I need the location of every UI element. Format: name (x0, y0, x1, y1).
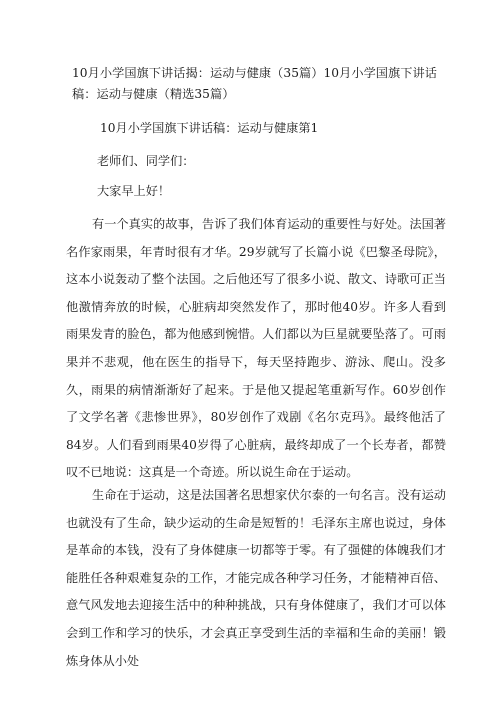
section-heading: 10月小学国旗下讲话稿：运动与健康第1 (100, 121, 319, 135)
document-title: 10月小学国旗下讲话揭：运动与健康（35篇）10月小学国旗下讲话稿：运动与健康（精选35篇） (72, 66, 437, 101)
body-paragraph: 生命在于运动，这是法国著名思想家伏尔泰的一句名言。没有运动也就没有了生命，缺少运动的生命是短暂的！毛泽东主席也说过，身体是革命的本钱，没有了身体健康一切都等于零。有了强健的体魄我们才能胜任各种艰难复杂的工作，才能完成各种学习任务，才能精神百倍、意气风发地去迎接生活中的种种挑战，只有身体健康了，我们才可以体会到工作和学习的快乐，才会真正享受到生活的幸福和生命的美丽！锻炼身体从小处 (66, 488, 446, 668)
salutation: 老师们、同学们： (97, 154, 195, 168)
greeting: 大家早上好！ (97, 184, 171, 198)
body-paragraph: 有一个真实的故事，告诉了我们体育运动的重要性与好处。法国著名作家雨果，年青时很有才华。29岁就写了长篇小说《巴黎圣母院》，这本小说轰动了整个法国。之后他还写了很多小说、散文、诗歌可正当他激情奔放的时候，心脏病却突然发作了，那时他40岁。许多人看到雨果发青的脸色，都为他感到惋惜。人们都以为巨星就要坠落了。可雨果并不悲观，他在医生的指导下，每天坚持跑步、游泳、爬山。没多久，雨果的病情渐渐好了起来。于是他又提起笔重新写作。60岁创作了文学名著《悲惨世界》，80岁创作了戏剧《名尔克玛》。最终他活了84岁。人们看到雨果40岁得了心脏病，最终却成了一个长寿者，都赞叹不已地说：这真是一个奇迹。所以说生命在于运动。 (66, 217, 446, 480)
